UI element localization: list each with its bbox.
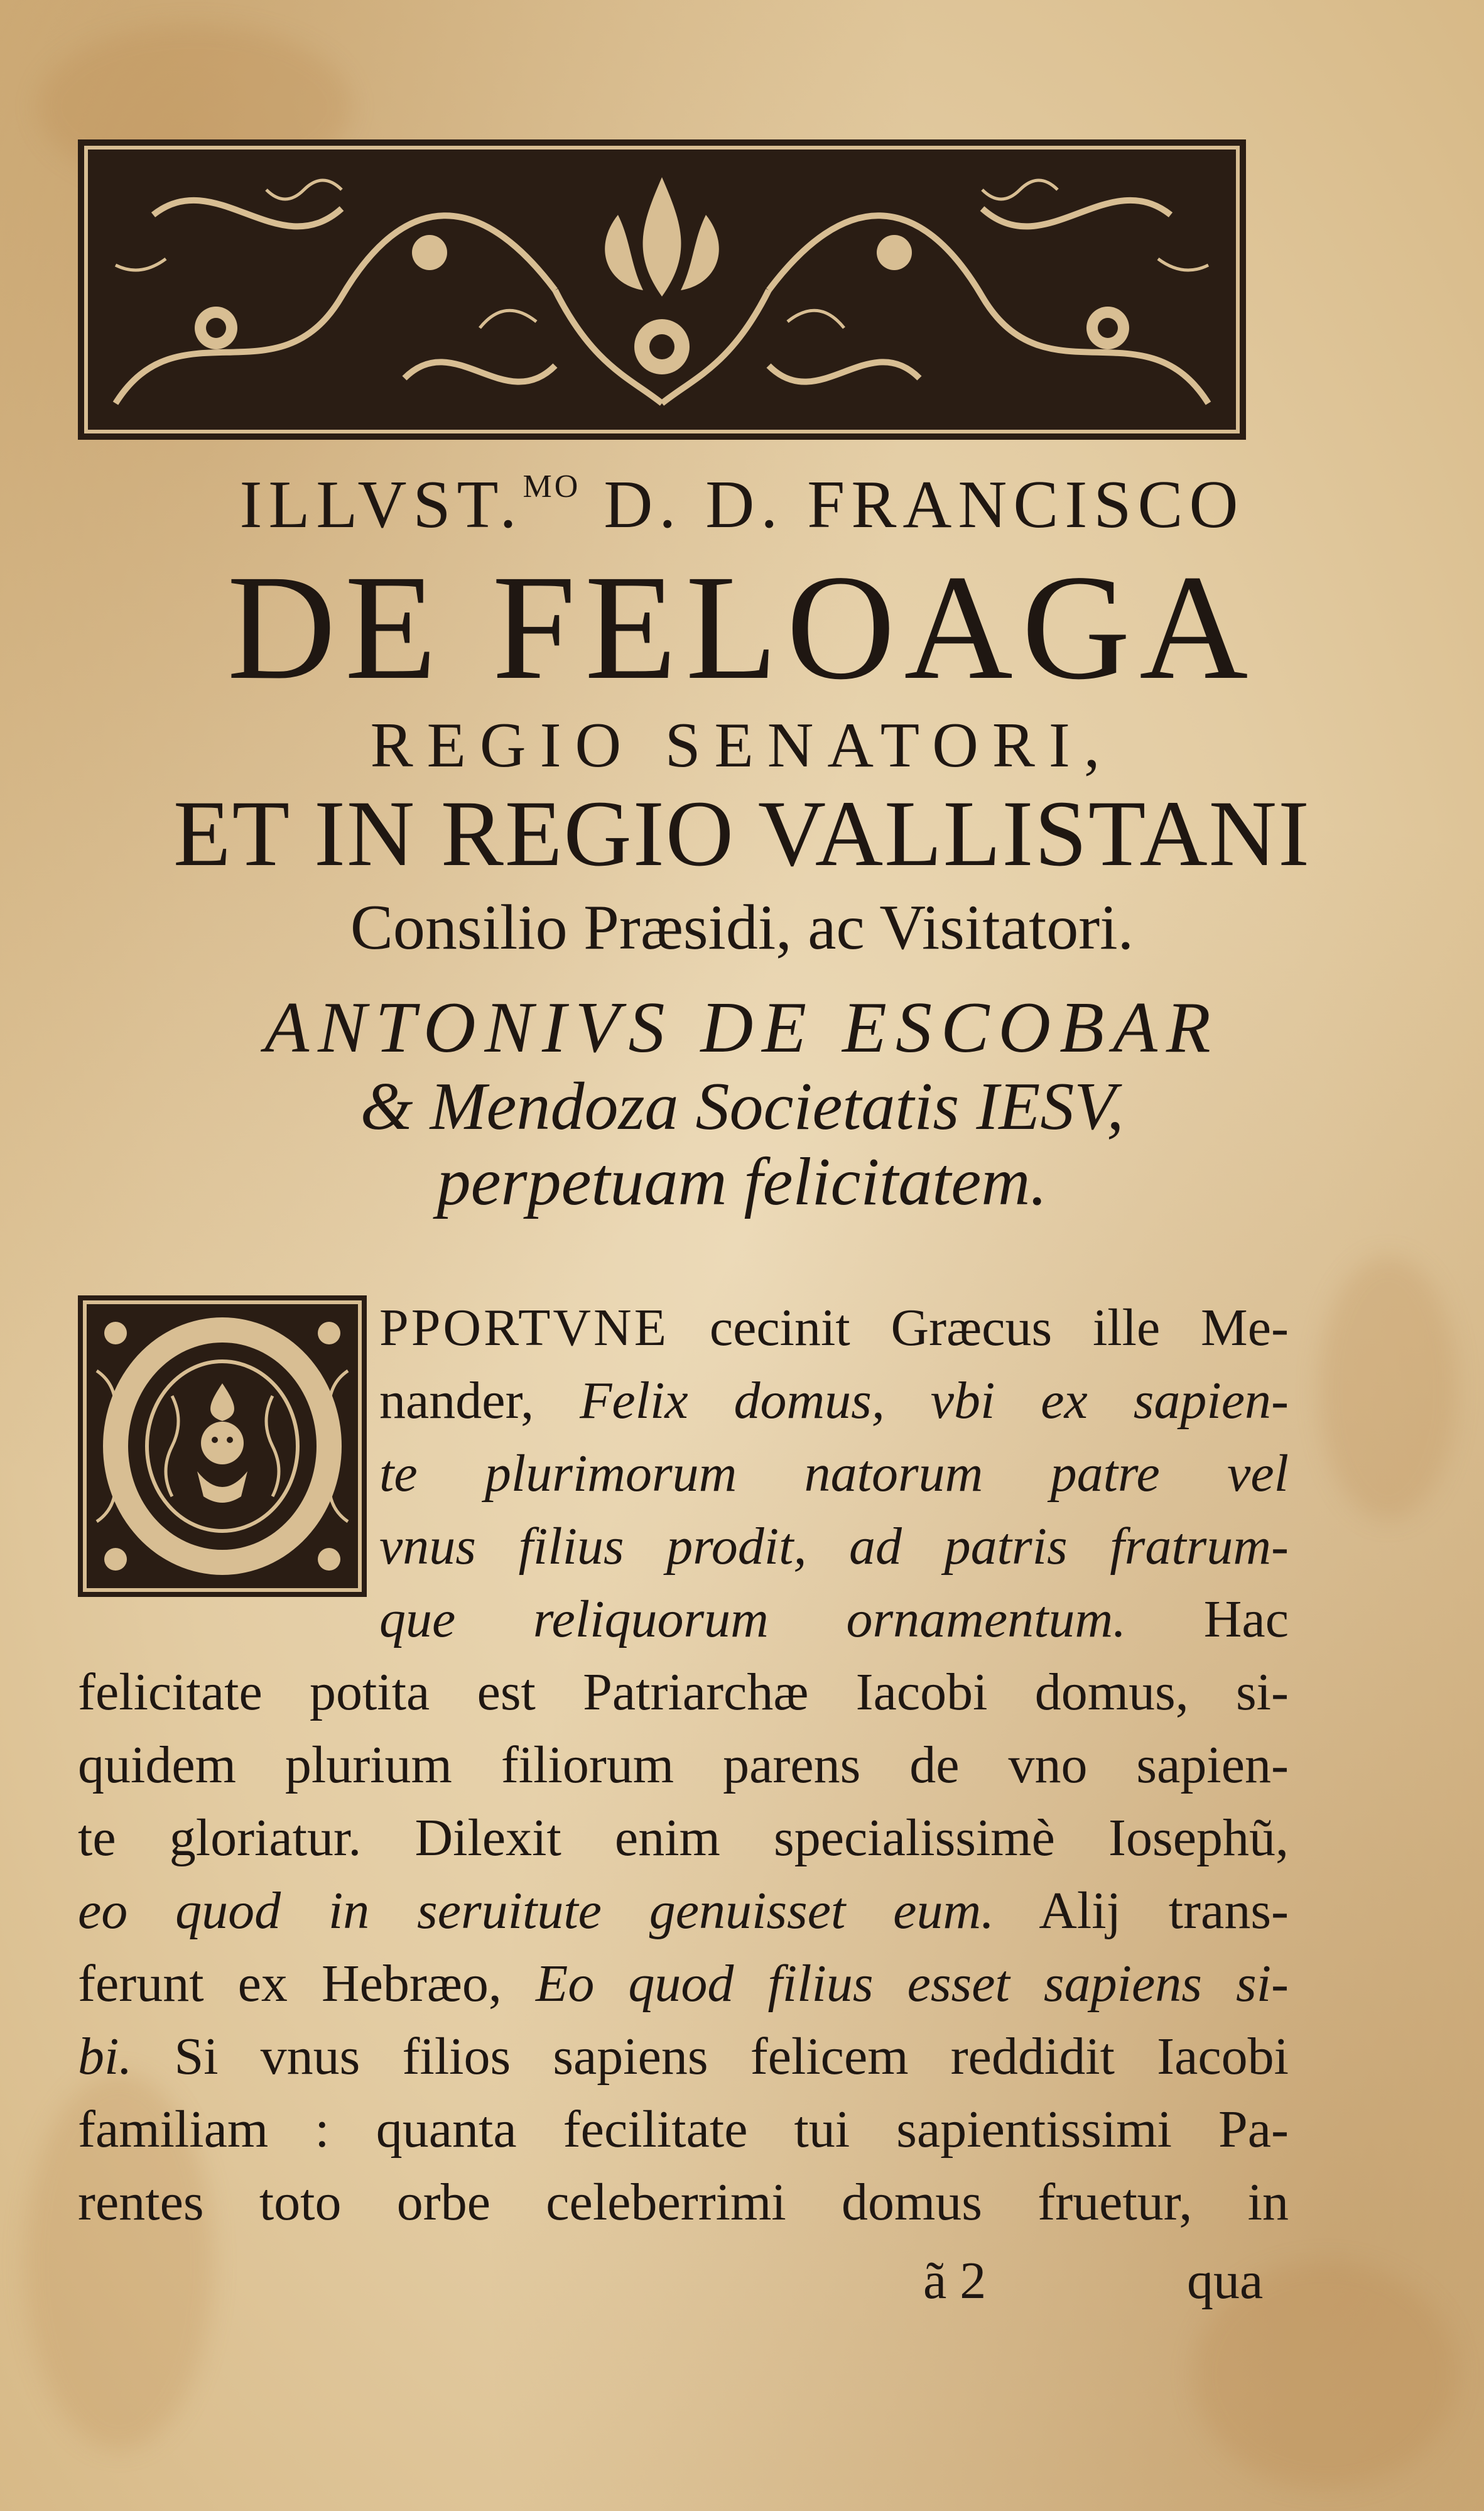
body-line-9: eo quod in seruitute genuisset eum. Alij trans- [78, 1882, 1289, 1940]
body-line-2: nander, Felix domus, vbi ex sapien- [379, 1371, 1289, 1430]
body-line-8: te gloriatur. Dilexit enim specialissimè Iosephũ, [78, 1809, 1289, 1867]
dedicatee-title-line: REGIO SENATORI, [370, 710, 1114, 781]
author-name-line: ANTONIVS DE ESCOBAR [264, 988, 1220, 1068]
paper-stain [1319, 1256, 1457, 1520]
dedicatee-surname: DE FELOAGA [227, 543, 1257, 711]
body-line-13: rentes toto orbe celeberrimi domus fruetur, in [78, 2173, 1289, 2231]
body-line-5: que reliquorum ornamentum. Hac [379, 1590, 1289, 1648]
catchword: qua [1187, 2252, 1264, 2310]
body-line-7: quidem plurium filiorum parens de vno sapien- [78, 1736, 1289, 1794]
author-society-line: & Mendoza Societatis IESV, [360, 1069, 1124, 1144]
ornamental-headpiece [78, 139, 1246, 440]
dedicatee-office-line: ET IN REGIO VALLISTANI [173, 782, 1311, 886]
headpiece-ornament-icon [78, 139, 1246, 440]
body-line-10: ferunt ex Hebræo, Eo quod filius esset sapiens si- [78, 1954, 1289, 2013]
decorated-initial-icon [78, 1295, 367, 1597]
body-line-4: vnus filius prodit, ad patris fratrum- [379, 1517, 1289, 1576]
dedicatee-office-subline: Consilio Præsidi, ac Visitatori. [350, 892, 1134, 963]
author-greeting-line: perpetuam felicitatem. [436, 1145, 1048, 1219]
decorated-initial-o [78, 1295, 367, 1597]
dedicatee-name-line: ILLVST.$^{MO}$ D. D. FRANCISCO [239, 467, 1245, 542]
body-line-12: familiam : quanta fecilitate tui sapientissimi Pa- [78, 2100, 1289, 2159]
body-line-1: PPORTVNE cecinit Græcus ille Me- [379, 1299, 1289, 1357]
body-line-3: te plurimorum natorum patre vel [379, 1444, 1289, 1503]
body-line-6: felicitate potita est Patriarchæ Iacobi domus, si- [78, 1663, 1289, 1721]
body-line-11: bi. Si vnus filios sapiens felicem reddidit Iacobi [78, 2027, 1289, 2086]
signature-mark: ã 2 [923, 2252, 987, 2310]
